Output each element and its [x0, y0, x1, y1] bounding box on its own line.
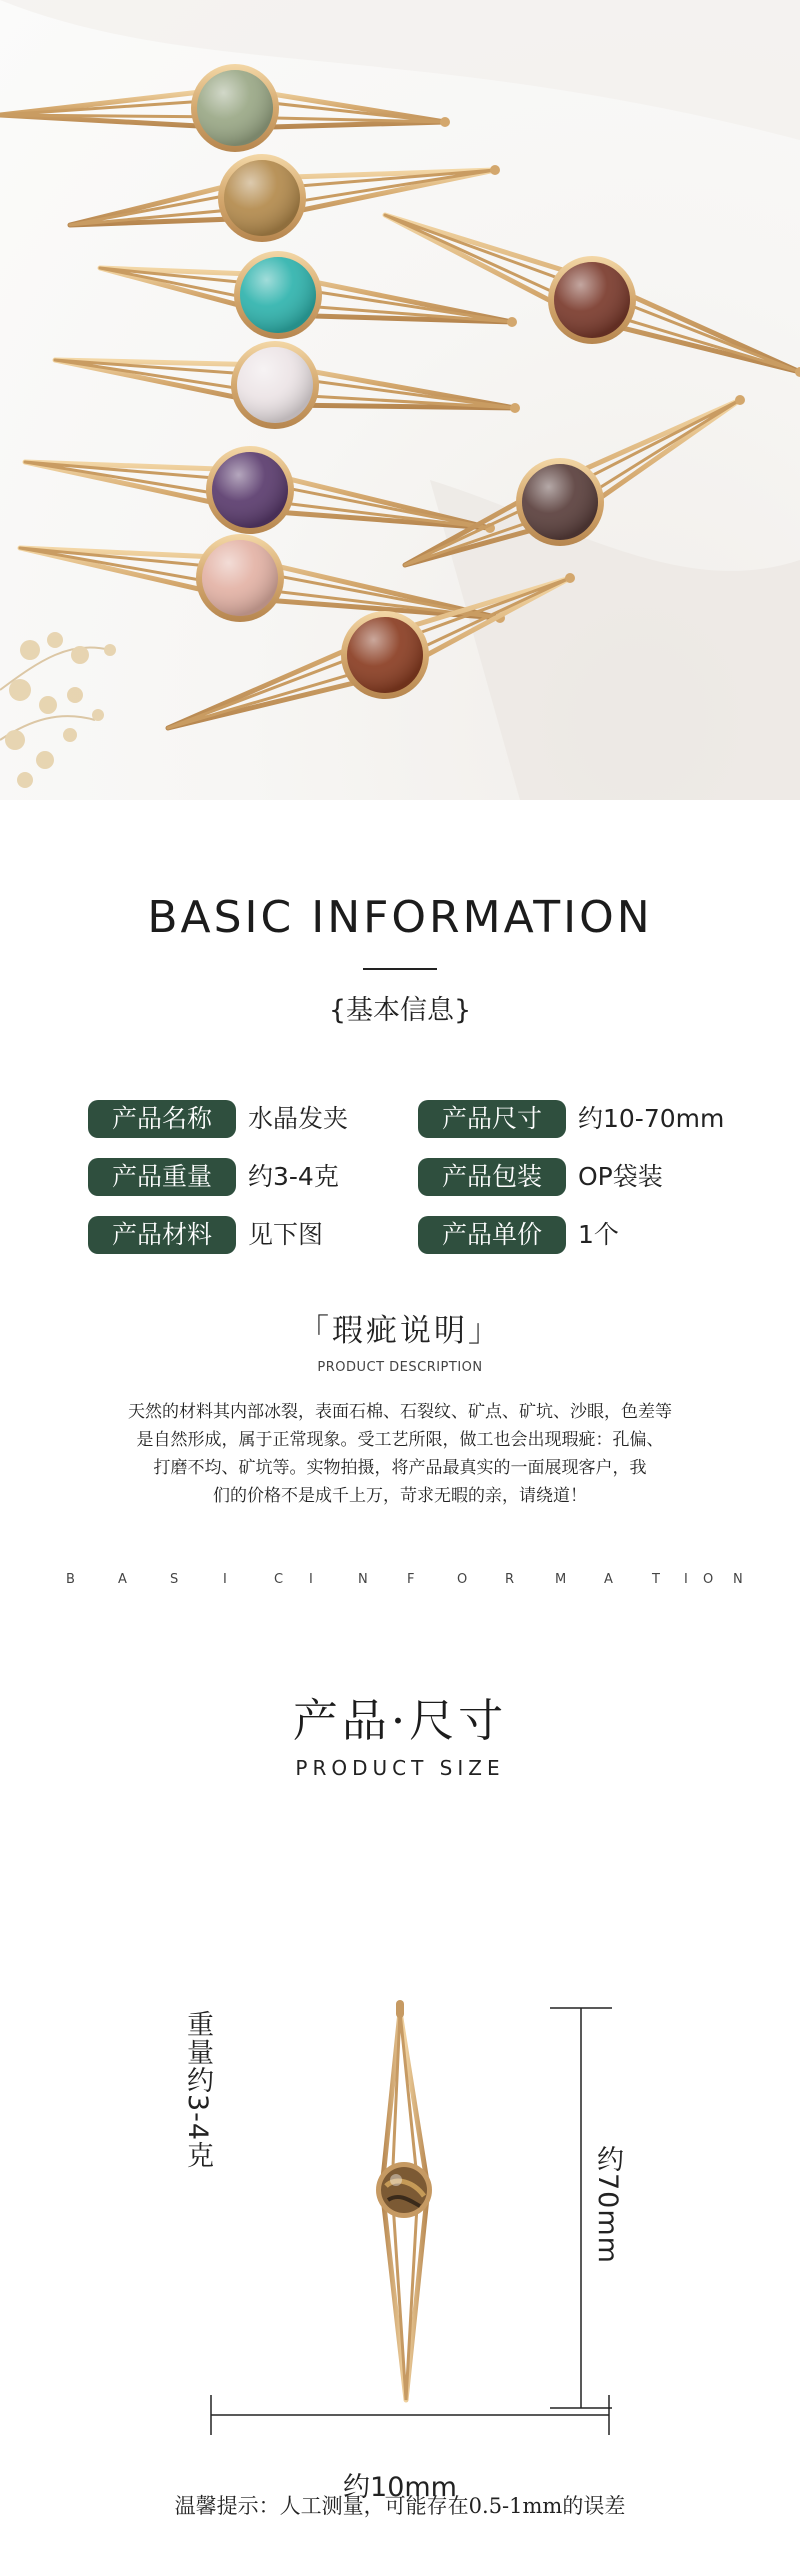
band-letter: S	[170, 1572, 179, 1587]
basic-information-band	[0, 1572, 800, 1594]
spec-label: 产品尺寸	[418, 1100, 566, 1138]
band-letter: T	[652, 1572, 660, 1587]
flaw-text-line: 打磨不均、矿坑等。实物拍摄，将产品最真实的一面展现客户，我	[153, 1458, 647, 1478]
hairclip	[100, 251, 517, 339]
spec-value: 约10-70mm	[578, 1104, 725, 1133]
section-subtitle: {基本信息}	[328, 995, 472, 1026]
spec-label: 产品单价	[418, 1216, 566, 1254]
dried-flower-decoration	[0, 632, 116, 788]
band-letter: N	[733, 1572, 743, 1587]
title-divider	[363, 968, 437, 970]
band-letter: A	[118, 1572, 127, 1587]
band-letter: F	[407, 1572, 415, 1587]
spec-value: 水晶发夹	[248, 1104, 349, 1133]
band-letter: A	[604, 1572, 613, 1587]
hairclip	[405, 395, 745, 565]
section-title: BASIC INFORMATION	[147, 892, 653, 943]
band-letter: I	[309, 1572, 313, 1587]
width-label: 约10mm	[343, 2472, 457, 2503]
flaw-title: 「瑕疵说明」	[298, 1313, 502, 1349]
band-letter: M	[555, 1572, 567, 1587]
product-photo	[0, 0, 800, 800]
hairclips-illustration	[0, 0, 800, 800]
length-label: 约70mm	[592, 2145, 623, 2264]
spec-value: 1个	[578, 1220, 619, 1249]
spec-label: 产品重量	[88, 1158, 236, 1196]
flaw-subtitle: PRODUCT DESCRIPTION	[317, 1360, 483, 1375]
band-letter: C	[274, 1572, 284, 1587]
hairclip-product	[376, 2000, 432, 2400]
size-title: 产品·尺寸	[292, 1694, 508, 1747]
flaw-text-line: 们的价格不是成千上万，苛求无暇的亲，请绕道！	[213, 1486, 587, 1506]
spec-value: OP袋装	[578, 1162, 663, 1191]
size-diagram	[0, 1990, 800, 2470]
band-letter: O	[703, 1572, 714, 1587]
width-dimension-line	[211, 2395, 609, 2435]
spec-label: 产品包装	[418, 1158, 566, 1196]
flaw-text-line: 是自然形成，属于正常现象。受工艺所限，做工也会出现瑕疵：孔偏、	[136, 1430, 664, 1450]
weight-label: 重量约3-4克	[182, 2010, 213, 2170]
spec-label: 产品材料	[88, 1216, 236, 1254]
spec-value: 约3-4克	[248, 1162, 339, 1191]
spec-value: 见下图	[248, 1220, 324, 1249]
band-letter: N	[358, 1572, 368, 1587]
measurement-note: 温馨提示：人工测量，可能存在0.5-1mm的误差	[174, 2494, 626, 2518]
hairclip	[385, 215, 800, 377]
hairclip	[25, 446, 495, 534]
spec-label: 产品名称	[88, 1100, 236, 1138]
flaw-text-line: 天然的材料其内部冰裂，表面石棉、石裂纹、矿点、矿坑、沙眼，色差等	[128, 1402, 672, 1422]
band-letter: R	[505, 1572, 515, 1587]
hairclip	[0, 64, 450, 152]
band-letter: O	[457, 1572, 468, 1587]
band-letter: I	[223, 1572, 227, 1587]
band-letter: I	[684, 1572, 688, 1587]
hairclip	[55, 341, 520, 429]
band-letter: B	[66, 1572, 75, 1587]
size-subtitle: PRODUCT SIZE	[295, 1756, 505, 1780]
